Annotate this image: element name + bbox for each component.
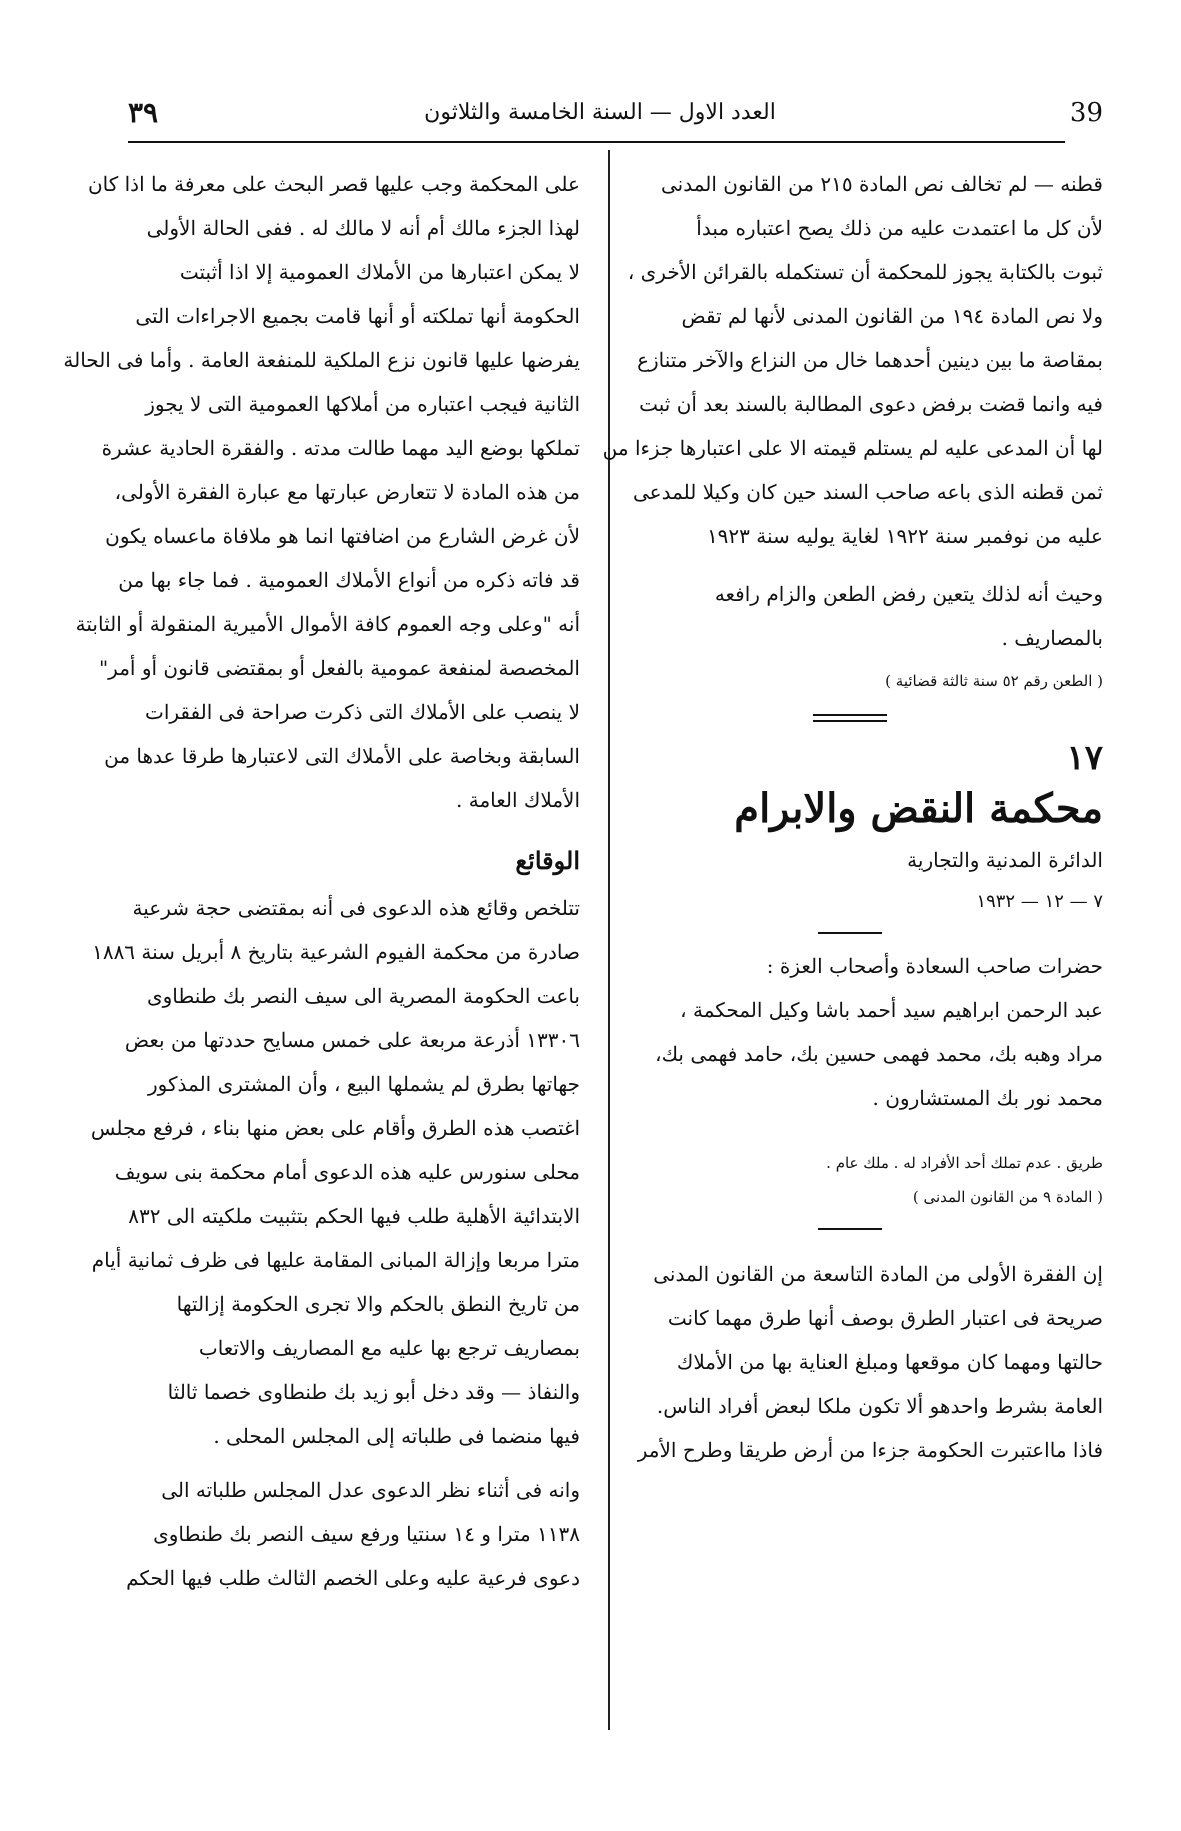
case-citation: ( الطعن رقم ٥٢ سنة ثالثة قضائية ) [885, 672, 1103, 690]
text-line: الحكومة أنها تملكته أو أنها قامت بجميع الاجراءات التى [135, 304, 580, 328]
text-line: لا ينصب على الأملاك التى ذكرت صراحة فى الفقرات [144, 700, 580, 724]
text-line: الثانية فيجب اعتباره من أملاكها العمومية التى لا يجوز [145, 392, 580, 416]
chamber-name: الدائرة المدنية والتجارية [907, 848, 1103, 872]
rule [818, 1228, 882, 1230]
text-line: الابتدائية الأهلية طلب فيها الحكم بتثبيت ملكيته الى ٨٣٢ [128, 1204, 580, 1228]
text-line: بمصاريف ترجع بها عليه مع المصاريف والاتعاب [198, 1336, 580, 1360]
text-line: العامة بشرط واحدهو ألا تكون ملكا لبعض أفراد الناس. [656, 1394, 1103, 1418]
text-line: صادرة من محكمة الفيوم الشرعية بتاريخ ٨ أبريل سنة ١٨٨٦ [92, 940, 580, 964]
judgment-date: ٧ — ١٢ — ١٩٣٢ [976, 891, 1103, 912]
text-line: على المحكمة وجب عليها قصر البحث على معرفة ما اذا كان [87, 172, 580, 196]
text-line: حالتها ومهما كان موقعها ومبلغ العناية بها من الأملاك [676, 1350, 1103, 1374]
text-line: اغتصب هذه الطرق وأقام على بعض منها بناء ، فرفع مجلس [90, 1116, 580, 1140]
text-line: فاذا مااعتبرت الحكومة جزءا من أرض طريقا وطرح الأمر [637, 1438, 1103, 1462]
text-line: فيه وانما قضت برفض دعوى المطالبة بالسند بعد أن ثبت [639, 392, 1103, 416]
right-column [597, 162, 1103, 1472]
text-line: وانه فى أثناء نظر الدعوى عدل المجلس طلباته الى [161, 1478, 580, 1502]
rule [818, 932, 882, 934]
text-line: ثمن قطنه الذى باعه صاحب السند حين كان وكيلا للمدعى [633, 480, 1103, 504]
text-line: باعت الحكومة المصرية الى سيف النصر بك طنطاوى [146, 984, 580, 1008]
text-line: بالمصاريف . [1001, 626, 1103, 650]
text-line: دعوى فرعية عليه وعلى الخصم الثالث طلب فيها الحكم [126, 1566, 580, 1590]
text-line: إن الفقرة الأولى من المادة التاسعة من القانون المدنى [653, 1262, 1103, 1286]
running-title: العدد الاول — السنة الخامسة والثلاثون [424, 100, 776, 125]
text-line: عليه من نوفمبر سنة ١٩٢٢ لغاية يوليه سنة ١٩٢٣ [706, 524, 1103, 548]
keywords: طريق . عدم تملك أحد الأفراد له . ملك عام . [826, 1154, 1103, 1172]
court-name: محكمة النقض والابرام [734, 785, 1103, 832]
judge-line: محمد نور بك المستشارون . [872, 1086, 1103, 1110]
text-line: أنه "وعلى وجه العموم كافة الأموال الأميرية المنقولة أو الثابتة [75, 612, 580, 636]
case-number: ١٧ [1066, 738, 1103, 778]
text-line: لا يمكن اعتبارها من الأملاك العمومية إلا اذا أثبتت [179, 260, 580, 284]
left-para-1 [63, 162, 580, 822]
text-line: من هذه المادة لا تتعارض عبارتها مع عبارة الفقرة الأولى، [114, 480, 580, 504]
page-number-arabic: ٣٩ [128, 96, 159, 129]
text-line: لها أن المدعى عليه لم يستلم قيمته الا على اعتبارها جزءا من [602, 436, 1103, 460]
right-para-2 [597, 572, 1103, 660]
text-line: لأن غرض الشارع من اضافتها انما هو ملافاة ماعساه يكون [105, 524, 580, 548]
text-line: لأن كل ما اعتمدت عليه من ذلك يصح اعتباره مبدأ [696, 216, 1103, 240]
right-para-1 [597, 162, 1103, 558]
text-line: مترا مربعا وإزالة المبانى المقامة عليها فى ظرف ثمانية أيام [91, 1248, 580, 1272]
text-line: صريحة فى اعتبار الطرق بوصف أنها طرق مهما كانت [667, 1306, 1103, 1330]
page-number-latin: 39 [1069, 98, 1103, 128]
double-rule [813, 714, 887, 722]
judge-line: مراد وهبه بك، محمد فهمى حسين بك، حامد فهمى بك، [655, 1042, 1103, 1066]
text-line: والنفاذ — وقد دخل أبو زيد بك طنطاوى خصما ثالثا [167, 1380, 580, 1404]
text-line: الأملاك العامة . [456, 788, 580, 812]
text-line: يفرضها عليها قانون نزع الملكية للمنفعة العامة . وأما فى الحالة [63, 348, 580, 372]
text-line: جهاتها بطرق لم يشملها البيع ، وأن المشترى المذكور [148, 1072, 580, 1096]
facts-para-2 [126, 1468, 580, 1600]
text-line: لهذا الجزء مالك أم أنه لا مالك له . ففى الحالة الأولى [146, 216, 580, 240]
text-line: المخصصة لمنفعة عمومية بالفعل أو بمقتضى قانون أو أمر" [98, 656, 580, 680]
left-column [63, 162, 580, 1600]
text-line: تتلخص وقائع هذه الدعوى فى أنه بمقتضى حجة شرعية [132, 896, 580, 920]
judge-line: عبد الرحمن ابراهيم سيد أحمد باشا وكيل المحكمة ، [680, 998, 1103, 1022]
text-line: من تاريخ النطق بالحكم والا تجرى الحكومة إزالتها [176, 1292, 580, 1316]
text-line: قطنه — لم تخالف نص المادة ٢١٥ من القانون المدنى [660, 172, 1103, 196]
text-line: بمقاصة ما بين دينين أحدهما خال من النزاع والآخر متنازع [637, 348, 1103, 372]
header-rule [128, 141, 1065, 143]
text-line: ١٣٣٠٦ أذرعة مربعة على خمس مسايح حددتها من بعض [124, 1028, 580, 1052]
text-line: ثبوت بالكتابة يجوز للمحكمة أن تستكمله بالقرائن الأخرى ، [627, 260, 1103, 284]
facts-para-1 [90, 886, 580, 1458]
text-line: فيها منضما فى طلباته إلى المجلس المحلى . [213, 1424, 580, 1448]
text-line: محلى سنورس عليه هذه الدعوى أمام محكمة بنى سويف [114, 1160, 580, 1184]
article-reference: ( المادة ٩ من القانون المدنى ) [912, 1188, 1103, 1206]
judges-block [597, 944, 1103, 1120]
text-line: قد فاته ذكره من أنواع الأملاك العمومية . فما جاء بها من [118, 568, 580, 592]
text-line: تملكها بوضع اليد مهما طالت مدته . والفقرة الحادية عشرة [101, 436, 580, 460]
legal-principle [597, 1252, 1103, 1472]
text-line: ١١٣٨ مترا و ١٤ سنتيا ورفع سيف النصر بك طنطاوى [153, 1522, 580, 1546]
section-title-facts: الوقائع [515, 846, 580, 875]
judges-intro: حضرات صاحب السعادة وأصحاب العزة : [766, 954, 1103, 978]
text-line: وحيث أنه لذلك يتعين رفض الطعن والزام رافعه [714, 582, 1103, 606]
text-line: ولا نص المادة ١٩٤ من القانون المدنى لأنها لم تقض [681, 304, 1103, 328]
text-line: السابقة وبخاصة على الأملاك التى لاعتبارها طرقا عدها من [104, 744, 580, 768]
